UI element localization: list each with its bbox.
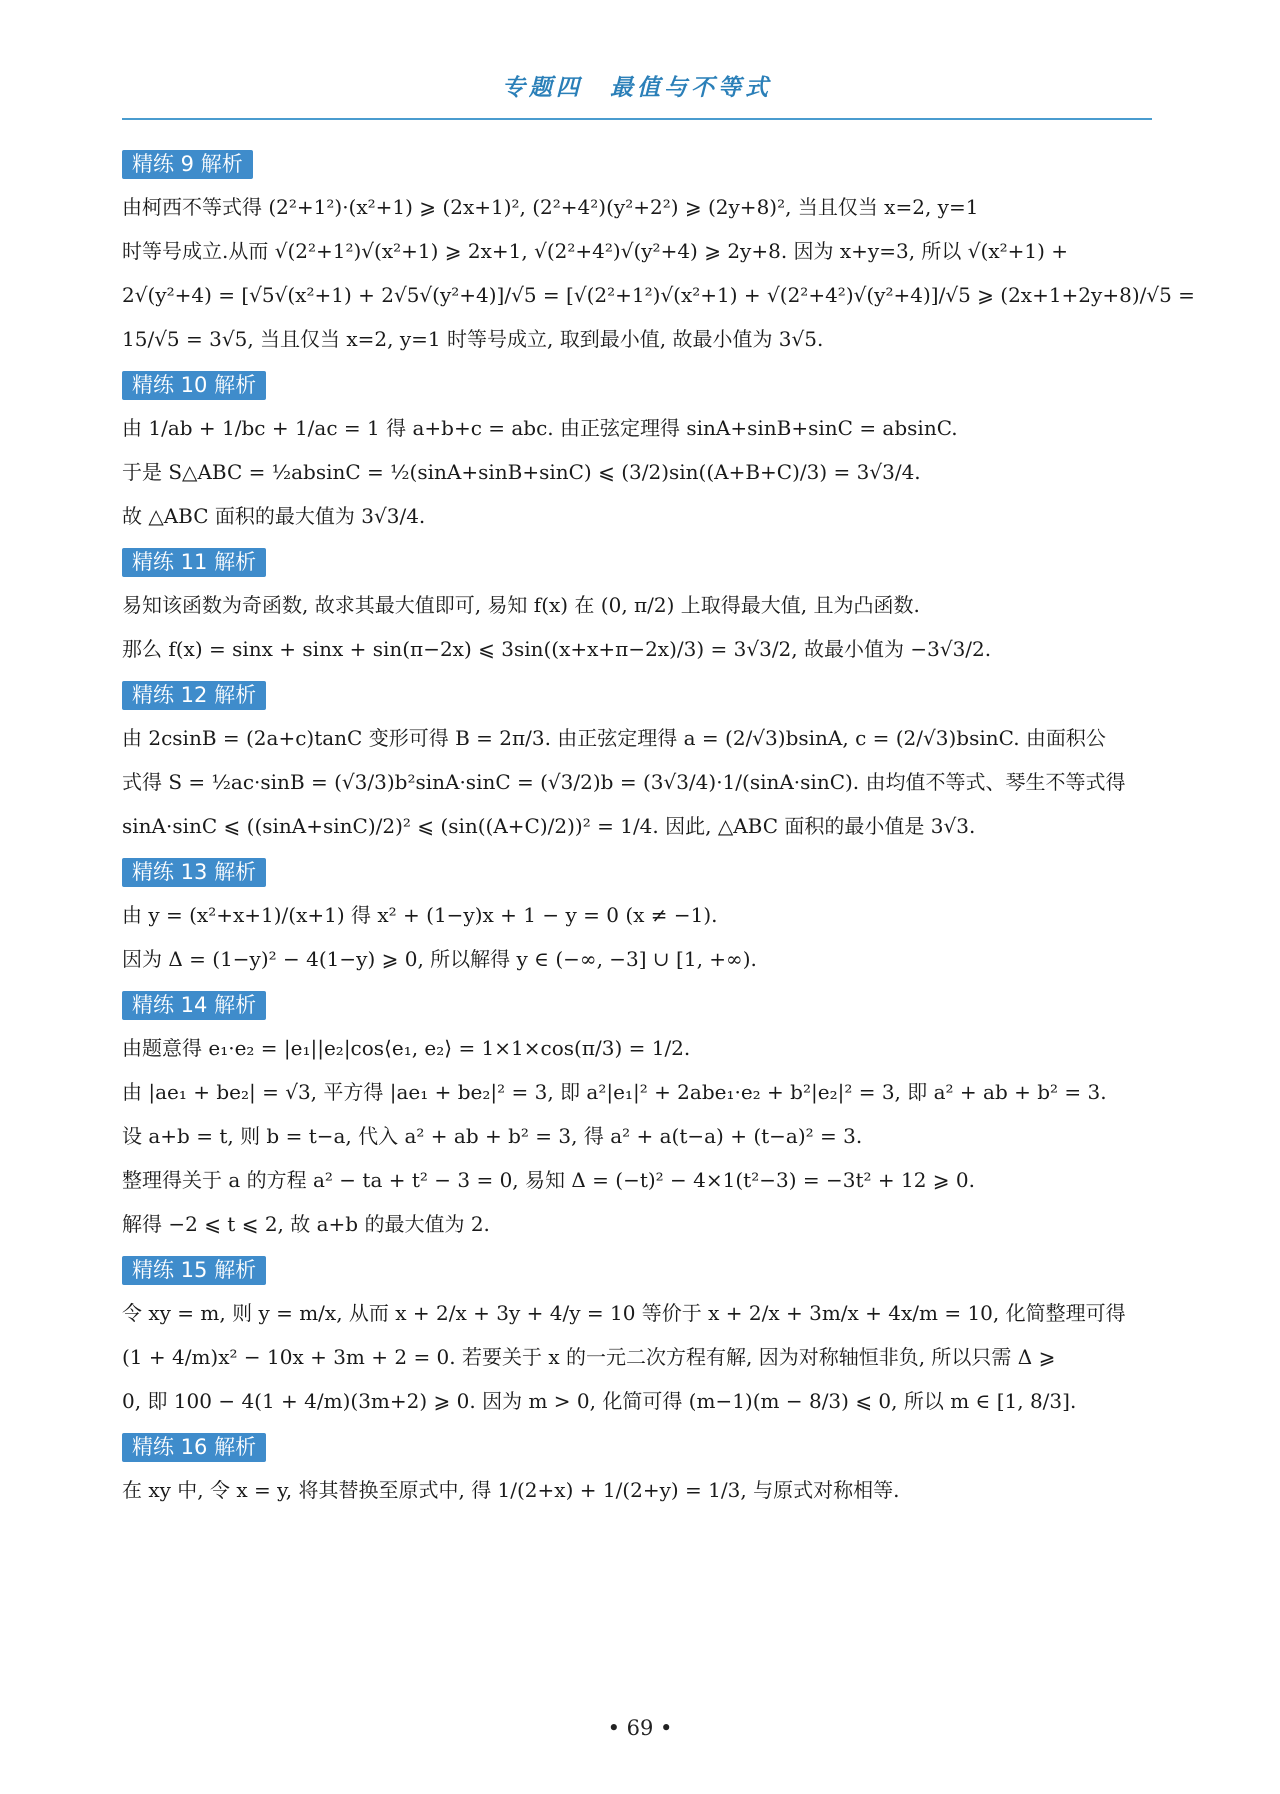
solution-line: sinA·sinC ⩽ ((sinA+sinC)/2)² ⩽ (sin((A+C)/2))² = 1/4. 因此, △ABC 面积的最小值是 3√3. [122, 814, 976, 838]
solution-line: 由 |ae₁ + be₂| = √3, 平方得 |ae₁ + be₂|² = 3, 即 a²|e₁|² + 2abe₁·e₂ + b²|e₂|² = 3, 即 a² + ab + b² = 3. [122, 1080, 1107, 1104]
exercise-tag: 精练 14 解析 [122, 991, 266, 1020]
chapter-title: 专题四 最值与不等式 [502, 74, 772, 101]
solution-line: 由 2csinB = (2a+c)tanC 变形可得 B = 2π/3. 由正弦定理得 a = (2/√3)bsinA, c = (2/√3)bsinC. 由面积公 [122, 726, 1106, 750]
solution-line: 那么 f(x) = sinx + sinx + sin(π−2x) ⩽ 3sin((x+x+π−2x)/3) = 3√3/2, 故最小值为 −3√3/2. [122, 637, 992, 661]
solution-line: 设 a+b = t, 则 b = t−a, 代入 a² + ab + b² = 3, 得 a² + a(t−a) + (t−a)² = 3. [122, 1124, 863, 1148]
solution-line: 时等号成立.从而 √(2²+1²)√(x²+1) ⩾ 2x+1, √(2²+4²)√(y²+4) ⩾ 2y+8. 因为 x+y=3, 所以 √(x²+1) + [122, 239, 1069, 263]
solution-line: 因为 Δ = (1−y)² − 4(1−y) ⩾ 0, 所以解得 y ∈ (−∞, −3] ∪ [1, +∞). [122, 947, 757, 971]
solution-line: 由柯西不等式得 (2²+1²)·(x²+1) ⩾ (2x+1)², (2²+4²)(y²+2²) ⩾ (2y+8)², 当且仅当 x=2, y=1 [122, 195, 979, 219]
solution-section [122, 991, 1162, 1246]
solution-section [122, 858, 1162, 981]
solution-line: 于是 S△ABC = ½absinC = ½(sinA+sinB+sinC) ⩽ (3/2)sin((A+B+C)/3) = 3√3/4. [122, 460, 921, 484]
running-header [122, 70, 1152, 122]
solution-section [122, 548, 1162, 671]
solution-line: 在 xy 中, 令 x = y, 将其替换至原式中, 得 1/(2+x) + 1/(2+y) = 1/3, 与原式对称相等. [122, 1478, 900, 1502]
solution-section [122, 681, 1162, 848]
solution-line: 令 xy = m, 则 y = m/x, 从而 x + 2/x + 3y + 4/y = 10 等价于 x + 2/x + 3m/x + 4x/m = 10, 化简整理可得 [122, 1301, 1126, 1325]
header-rule [122, 118, 1152, 120]
solution-line: 由 1/ab + 1/bc + 1/ac = 1 得 a+b+c = abc. 由正弦定理得 sinA+sinB+sinC = absinC. [122, 416, 958, 440]
solutions-body [122, 150, 1195, 1522]
solution-line: 2√(y²+4) = [√5√(x²+1) + 2√5√(y²+4)]/√5 = [√(2²+1²)√(x²+1) + √(2²+4²)√(y²+4)]/√5 ⩾ (2x+1+2y+8)/√5 = [122, 283, 1195, 307]
exercise-tag: 精练 11 解析 [122, 548, 266, 577]
solution-line: 15/√5 = 3√5, 当且仅当 x=2, y=1 时等号成立, 取到最小值, 故最小值为 3√5. [122, 327, 824, 351]
page-number: • 69 • [607, 1716, 673, 1740]
solution-line: 易知该函数为奇函数, 故求其最大值即可, 易知 f(x) 在 (0, π/2) 上取得最大值, 且为凸函数. [122, 593, 920, 617]
exercise-tag: 精练 16 解析 [122, 1433, 266, 1462]
exercise-tag: 精练 9 解析 [122, 150, 253, 179]
exercise-tag: 精练 12 解析 [122, 681, 266, 710]
solution-line: 解得 −2 ⩽ t ⩽ 2, 故 a+b 的最大值为 2. [122, 1212, 490, 1236]
solution-section [122, 1433, 1162, 1512]
solution-section [122, 150, 1195, 361]
exercise-tag: 精练 10 解析 [122, 371, 266, 400]
solution-line: 故 △ABC 面积的最大值为 3√3/4. [122, 504, 426, 528]
solution-line: 由 y = (x²+x+1)/(x+1) 得 x² + (1−y)x + 1 − y = 0 (x ≠ −1). [122, 903, 718, 927]
solution-line: (1 + 4/m)x² − 10x + 3m + 2 = 0. 若要关于 x 的一元二次方程有解, 因为对称轴恒非负, 所以只需 Δ ⩾ [122, 1345, 1056, 1369]
solution-line: 整理得关于 a 的方程 a² − ta + t² − 3 = 0, 易知 Δ = (−t)² − 4×1(t²−3) = −3t² + 12 ⩾ 0. [122, 1168, 976, 1192]
solution-line: 式得 S = ½ac·sinB = (√3/3)b²sinA·sinC = (√3/2)b = (3√3/4)·1/(sinA·sinC). 由均值不等式、琴生不等式得 [122, 770, 1126, 794]
exercise-tag: 精练 15 解析 [122, 1256, 266, 1285]
solution-section [122, 371, 1162, 538]
solution-line: 由题意得 e₁·e₂ = |e₁||e₂|cos⟨e₁, e₂⟩ = 1×1×cos(π/3) = 1/2. [122, 1036, 691, 1060]
exercise-tag: 精练 13 解析 [122, 858, 266, 887]
solution-line: 0, 即 100 − 4(1 + 4/m)(3m+2) ⩾ 0. 因为 m > 0, 化简可得 (m−1)(m − 8/3) ⩽ 0, 所以 m ∈ [1, 8/3]. [122, 1389, 1077, 1413]
solution-section [122, 1256, 1162, 1423]
